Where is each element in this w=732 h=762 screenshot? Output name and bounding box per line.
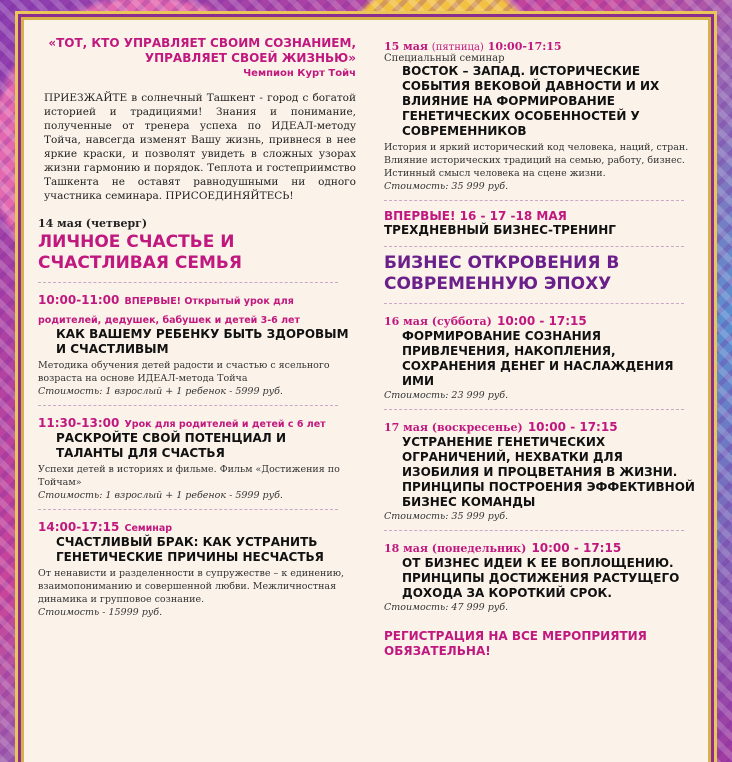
day2-weekday: (пятница) (431, 42, 484, 53)
quote-text: «ТОТ, КТО УПРАВЛЯЕТ СВОИМ СОЗНАНИЕМ, УПРАВЛЯЕТ СВОЕЙ ЖИЗНЬЮ» (48, 36, 356, 65)
day2-date: 15 мая (384, 40, 428, 53)
day2-description: История и яркий исторический код человека, наций, стран. Влияние исторических традиций на семью, работу, бизнес. Истинный смысл человека на сцене жизни. (384, 142, 689, 179)
divider (38, 282, 338, 283)
event-time: 14:00-17:15 (38, 520, 120, 534)
event-block (38, 412, 356, 501)
divider (384, 303, 684, 304)
training-event-price: Стоимость: 35 999 руб. (384, 511, 509, 522)
day1-date: 14 мая (четверг) (38, 217, 148, 230)
divider (38, 405, 338, 406)
event-title: СЧАСТЛИВЫЙ БРАК: КАК УСТРАНИТЬ ГЕНЕТИЧЕСКИЕ ПРИЧИНЫ НЕСЧАСТЬЯ (56, 535, 324, 564)
event-price: Стоимость: 1 взрослый + 1 ребенок - 5999 руб. (38, 490, 283, 501)
event-price: Стоимость: 1 взрослый + 1 ребенок - 5999 руб. (38, 386, 283, 397)
event-price: Стоимость - 15999 руб. (38, 607, 163, 618)
event-label: ВПЕРВЫЕ! Открытый урок для родителей, дедушек, бабушек и детей 3-6 лет (38, 296, 300, 326)
registration-notice: РЕГИСТРАЦИЯ НА ВСЕ МЕРОПРИЯТИЯ ОБЯЗАТЕЛЬНА! (384, 629, 647, 658)
training-event-title: ОТ БИЗНЕС ИДЕИ К ЕЕ ВОПЛОЩЕНИЮ. ПРИНЦИПЫ ДОСТИЖЕНИЯ РАСТУЩЕГО ДОХОДА ЗА КОРОТКИЙ СРОК. (402, 556, 680, 600)
event-title: КАК ВАШЕМУ РЕБЕНКУ БЫТЬ ЗДОРОВЫМ И СЧАСТЛИВЫМ (56, 327, 349, 356)
divider (384, 200, 684, 201)
divider (384, 530, 684, 531)
divider (384, 246, 684, 247)
training-event-price: Стоимость: 23 999 руб. (384, 390, 509, 401)
event-description: От ненависти и разделенности в супружестве – к единению, взаимопониманию и совершенной любви. Межличностная динамика и групповое сознание. (38, 568, 344, 605)
event-time: 11:30-13:00 (38, 416, 120, 430)
training-subtitle: ТРЕХДНЕВНЫЙ БИЗНЕС-ТРЕНИНГ (384, 223, 616, 237)
left-column (38, 20, 356, 618)
day2-price: Стоимость: 35 999 руб. (384, 181, 509, 192)
event-description: Методика обучения детей радости и счастью с ясельного возраста на основе ИДЕАЛ-метода Тойча (38, 360, 330, 384)
day1-title: ЛИЧНОЕ СЧАСТЬЕ И СЧАСТЛИВАЯ СЕМЬЯ (38, 232, 242, 273)
event-title: РАСКРОЙТЕ СВОЙ ПОТЕНЦИАЛ И ТАЛАНТЫ ДЛЯ СЧАСТЬЯ (56, 431, 286, 460)
event-time: 10:00-11:00 (38, 293, 120, 307)
day2-title: ВОСТОК – ЗАПАД. ИСТОРИЧЕСКИЕ СОБЫТИЯ ВЕКОВОЙ ДАВНОСТИ И ИХ ВЛИЯНИЕ НА ФОРМИРОВАНИЕ ГЕНЕТИЧЕСКИХ ОСОБЕННОСТЕЙ У СОВРЕМЕННИКОВ (402, 64, 660, 138)
training-event-time: 10:00 - 17:15 (496, 314, 587, 328)
training-event-time: 10:00 - 17:15 (527, 420, 618, 434)
right-column (384, 20, 698, 659)
event-label: Урок для родителей и детей с 6 лет (124, 419, 326, 430)
training-event-date: 18 мая (понедельник) (384, 542, 527, 555)
day2-label: Специальный семинар (384, 53, 505, 64)
day2-date-line (384, 40, 698, 53)
training-event-date: 17 мая (воскресенье) (384, 421, 523, 434)
training-event (384, 537, 698, 613)
event-block (38, 289, 356, 397)
brochure-panel (24, 20, 708, 762)
event-label: Семинар (124, 523, 173, 534)
training-event (384, 416, 698, 522)
training-event-price: Стоимость: 47 999 руб. (384, 602, 509, 613)
day2-time: 10:00-17:15 (487, 40, 562, 53)
event-block (38, 516, 356, 618)
training-event-time: 10:00 - 17:15 (531, 541, 622, 555)
divider (384, 409, 684, 410)
training-event (384, 310, 698, 401)
training-headline: ВПЕРВЫЕ! 16 - 17 -18 МАЯ (384, 209, 567, 223)
event-description: Успехи детей в историях и фильме. Фильм «Достижения по Тойчам» (38, 464, 340, 488)
training-event-date: 16 мая (суббота) (384, 315, 492, 328)
divider (38, 509, 338, 510)
intro-paragraph: ПРИЕЗЖАЙТЕ в солнечный Ташкент - город с богатой историей и традициями! Знания и понимание, полученные от тренера успеха по ИДЕАЛ-методу Тойча, навсегда изменят Вашу жизнь, привнеся в нее яркие краски, и позволят увидеть в сложных узорах жизни гармонию и порядок. Теплота и гостеприимство Ташкента не оставят равнодушными ни одного участника семинара. ПРИСОЕДИНЯЙТЕСЬ! (44, 92, 356, 202)
training-event-title: ФОРМИРОВАНИЕ СОЗНАНИЯ ПРИВЛЕЧЕНИЯ, НАКОПЛЕНИЯ, СОХРАНЕНИЯ ДЕНЕГ И НАСЛАЖДЕНИЯ ИМИ (402, 329, 674, 388)
training-event-title: УСТРАНЕНИЕ ГЕНЕТИЧЕСКИХ ОГРАНИЧЕНИЙ, НЕХВАТКИ ДЛЯ ИЗОБИЛИЯ И ПРОЦВЕТАНИЯ В ЖИЗНИ. ПРИНЦИПЫ ПОСТРОЕНИЯ ЭФФЕКТИВНОЙ БИЗНЕС КОМАНДЫ (402, 435, 695, 509)
quote-author: Чемпион Курт Тойч (243, 68, 356, 79)
training-title: БИЗНЕС ОТКРОВЕНИЯ В СОВРЕМЕННУЮ ЭПОХУ (384, 253, 620, 294)
